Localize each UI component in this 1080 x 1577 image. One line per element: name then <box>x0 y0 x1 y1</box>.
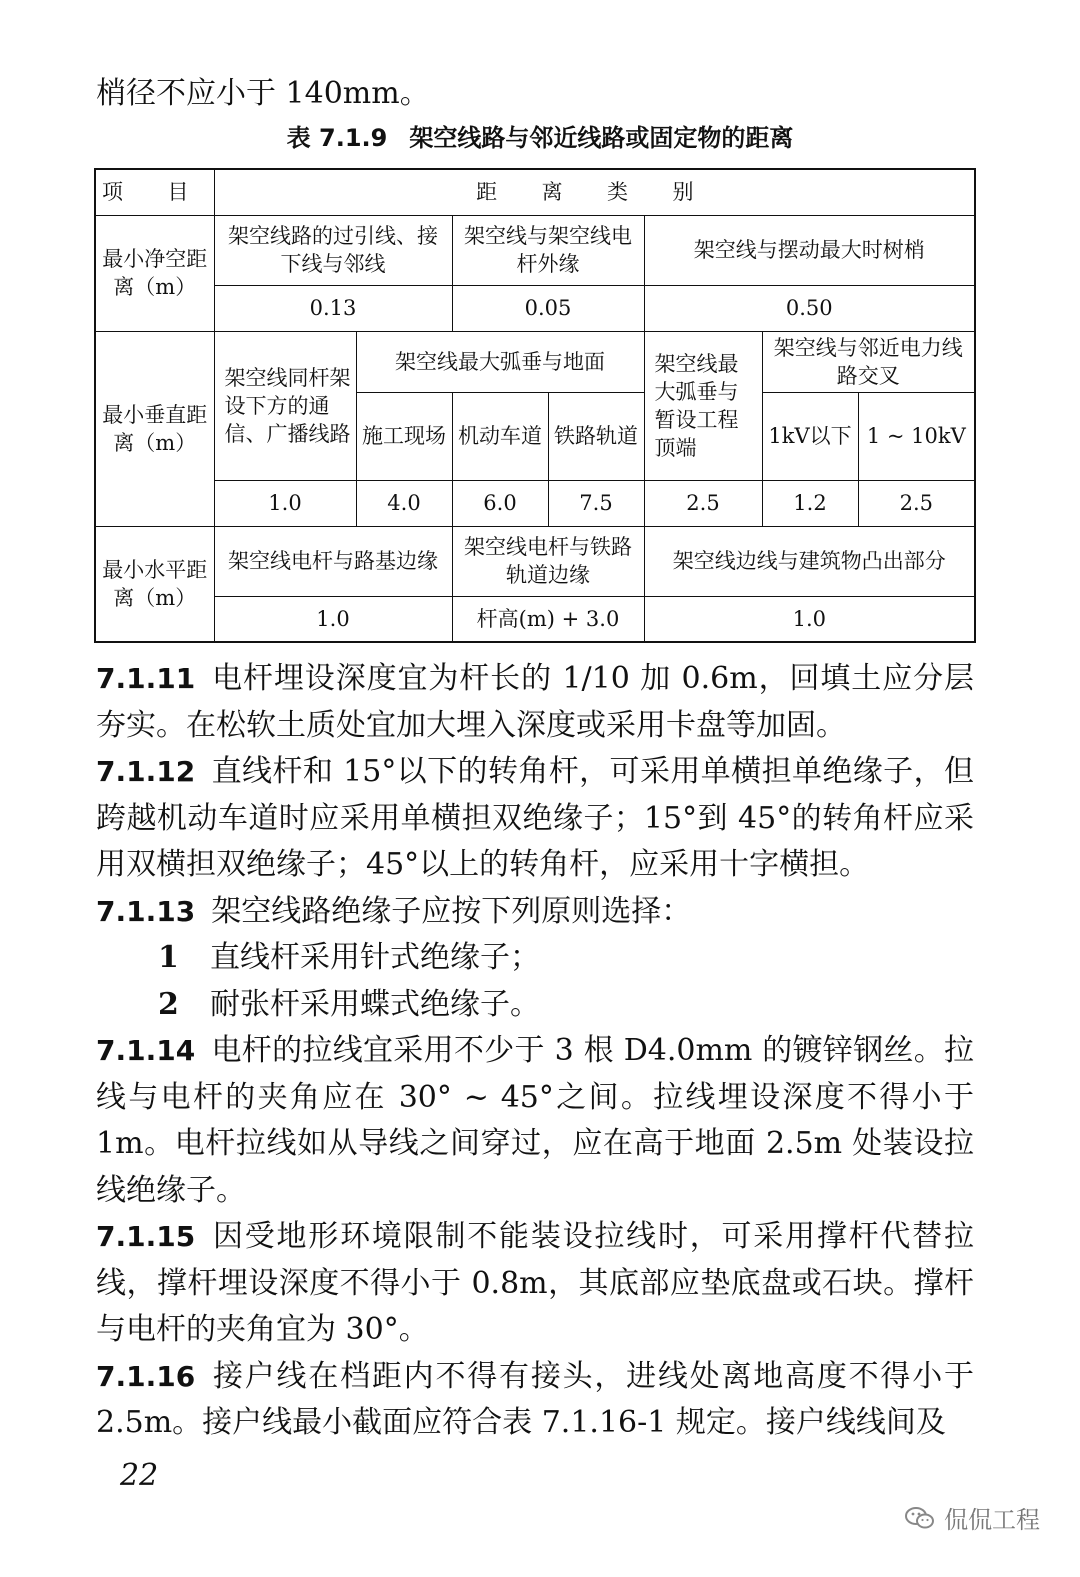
clause <box>96 1354 974 1447</box>
vertical-ground-group: 架空线最大弧垂与地面 <box>356 331 644 392</box>
vertical-value: 1.2 <box>762 480 858 526</box>
clause-text: 架空线路绝缘子应按下列原则选择： <box>211 893 692 929</box>
clause-number: 7.1.11 <box>96 662 196 695</box>
horizontal-value: 1.0 <box>214 596 452 642</box>
vertical-value: 4.0 <box>356 480 452 526</box>
clause <box>96 1028 974 1214</box>
vertical-comm-col: 架空线同杆架设下方的通信、广播线路 <box>214 331 356 480</box>
clause <box>96 889 974 936</box>
vertical-power-group: 架空线与邻近电力线路交叉 <box>762 331 975 392</box>
clause-text: 直线杆和 15°以下的转角杆，可采用单横担单绝缘子，但跨越机动车道时应采用单横担双绝缘子；15°到 45°的转角杆应采用双横担双绝缘子；45°以上的转角杆，应采用十字横担。 <box>96 754 974 882</box>
top-line: 梢径不应小于 140mm。 <box>96 76 430 111</box>
clause-number: 7.1.14 <box>96 1034 196 1067</box>
caption-title: 架空线路与邻近线路或固定物的距离 <box>409 124 794 152</box>
sub-item-text: 耐张杆采用蝶式绝缘子。 <box>210 986 540 1022</box>
header-item: 项 目 <box>95 169 214 215</box>
clause-number: 7.1.13 <box>96 894 196 928</box>
vertical-value: 2.5 <box>644 480 762 526</box>
sub-item <box>96 982 974 1029</box>
body-text <box>96 656 974 1447</box>
header-category: 距 离 类 别 <box>214 169 975 215</box>
clause-text: 电杆埋设深度宜为杆长的 1/10 加 0.6m，回填土应分层夯实。在松软土质处宜加大埋入深度或采用卡盘等加固。 <box>96 661 974 743</box>
sub-item-number: 2 <box>158 986 179 1022</box>
horizontal-col: 架空线电杆与铁路轨道边缘 <box>452 526 644 596</box>
table-caption <box>0 120 1080 156</box>
wechat-icon <box>904 1506 936 1530</box>
clearance-value: 0.50 <box>644 285 975 331</box>
vertical-value: 6.0 <box>452 480 548 526</box>
ground-sub: 铁路轨道 <box>548 392 644 480</box>
clearance-col: 架空线路的过引线、接下线与邻线 <box>214 215 452 285</box>
clearance-value: 0.05 <box>452 285 644 331</box>
power-sub: 1kV以下 <box>762 392 858 480</box>
clause-text: 接户线在档距内不得有接头，进线处离地高度不得小于 2.5m。接户线最小截面应符合表 7.1.16-1 规定。接户线线间及 <box>96 1358 974 1440</box>
clause-text: 因受地形环境限制不能装设拉线时，可采用撑杆代替拉线，撑杆埋设深度不得小于 0.8m，其底部应垫底盘或石块。撑杆与电杆的夹角宜为 30°。 <box>96 1219 974 1347</box>
power-sub: 1 ~ 10kV <box>858 392 975 480</box>
horizontal-label: 最小水平距离（m） <box>95 526 214 642</box>
horizontal-col: 架空线边线与建筑物凸出部分 <box>644 526 975 596</box>
clause-number: 7.1.12 <box>96 755 196 788</box>
vertical-label: 最小垂直距离（m） <box>95 331 214 526</box>
clearance-label: 最小净空距离（m） <box>95 215 214 331</box>
watermark <box>904 1500 1040 1535</box>
horizontal-value: 1.0 <box>644 596 975 642</box>
ground-sub: 机动车道 <box>452 392 548 480</box>
clause-number: 7.1.15 <box>96 1220 196 1253</box>
horizontal-value: 杆高(m) + 3.0 <box>452 596 644 642</box>
ground-sub: 施工现场 <box>356 392 452 480</box>
clearance-value: 0.13 <box>214 285 452 331</box>
vertical-value: 2.5 <box>858 480 975 526</box>
clearance-col: 架空线与摆动最大时树梢 <box>644 215 975 285</box>
clearance-col: 架空线与架空线电杆外缘 <box>452 215 644 285</box>
distance-table <box>94 168 976 643</box>
watermark-text: 侃侃工程 <box>944 1506 1040 1534</box>
sub-item-number: 1 <box>158 940 179 975</box>
clause-text: 电杆的拉线宜采用不少于 3 根 D4.0mm 的镀锌钢丝。拉线与电杆的夹角应在 30° ~ 45°之间。拉线埋设深度不得小于 1m。电杆拉线如从导线之间穿过，应在高于地面 2.5m 处装设拉线绝缘子。 <box>96 1033 974 1208</box>
clause <box>96 656 974 749</box>
page-number: 22 <box>120 1458 159 1493</box>
sub-item <box>96 935 974 982</box>
clause <box>96 749 974 889</box>
sub-item-text: 直线杆采用针式绝缘子； <box>210 940 540 975</box>
clause <box>96 1214 974 1354</box>
vertical-value: 1.0 <box>214 480 356 526</box>
vertical-value: 7.5 <box>548 480 644 526</box>
caption-number: 表 7.1.9 <box>286 124 388 152</box>
horizontal-col: 架空线电杆与路基边缘 <box>214 526 452 596</box>
clause-number: 7.1.16 <box>96 1359 196 1393</box>
vertical-temp-col: 架空线最大弧垂与暂设工程顶端 <box>644 331 762 480</box>
